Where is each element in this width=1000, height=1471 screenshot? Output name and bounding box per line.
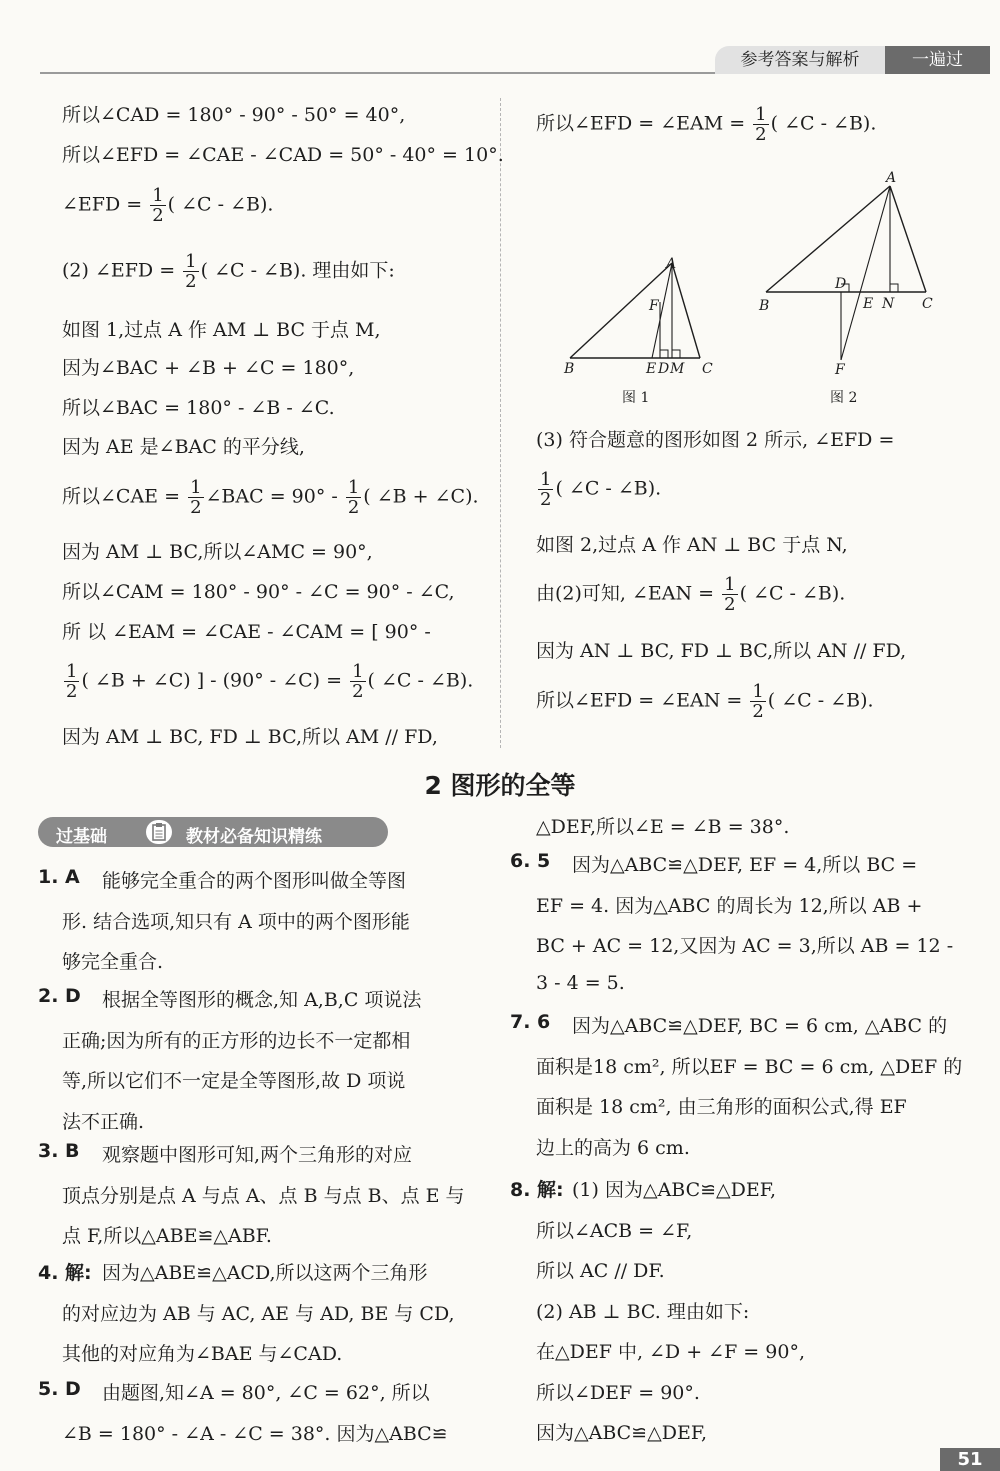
fraction-denominator: 2 <box>724 594 736 615</box>
fraction <box>183 252 198 291</box>
line-text: 所以∠EFD = ∠EAM = <box>536 112 752 135</box>
fraction-numerator: 1 <box>724 574 736 595</box>
question-text-line: 顶点分别是点 A 与点 A、点 B 与点 B、点 E 与 <box>62 1184 465 1207</box>
fig2-label-d: D <box>835 276 847 292</box>
fig1-label-f: F <box>649 298 659 314</box>
banner-left-label: 过基础 <box>56 827 107 847</box>
solution-line: 因为 AN ⊥ BC, FD ⊥ BC,所以 AN // FD, <box>536 640 907 662</box>
question-text-line: 等,所以它们不一定是全等图形,故 D 项说 <box>62 1070 406 1092</box>
question-text-line: ∠B = 180° - ∠A - ∠C = 38°. 因为△ABC≌ <box>62 1422 448 1445</box>
solution-line <box>536 470 661 509</box>
header-brand: 一遍过 <box>885 46 990 74</box>
question-text-line: 能够完全重合的两个图形叫做全等图 <box>102 870 407 892</box>
fraction <box>750 682 765 721</box>
question-number: 5. D <box>38 1378 81 1400</box>
fraction-denominator: 2 <box>190 497 202 518</box>
fig1-label-c: C <box>702 361 713 377</box>
question-text-line: 其他的对应角为∠BAE 与∠CAD. <box>62 1343 343 1365</box>
question-text-line: 所以∠ACB = ∠F, <box>536 1219 693 1242</box>
figure-2 <box>758 170 933 406</box>
question-text-line: 所以 AC // DF. <box>536 1260 665 1282</box>
question-text-line: 在△DEF 中, ∠D + ∠F = 90°, <box>536 1341 805 1363</box>
line-text: 所以∠CAE = <box>62 485 187 508</box>
question-text-line: 边上的高为 6 cm. <box>536 1136 690 1159</box>
question-number: 2. D <box>38 985 81 1007</box>
question-text-line: EF = 4. 因为△ABC 的周长为 12,所以 AB + <box>536 894 923 917</box>
fig2-label-n: N <box>882 296 895 312</box>
question-text-line: 因为△ABC≌△DEF, EF = 4,所以 BC = <box>572 854 918 876</box>
question-text-line: (1) 因为△ABC≌△DEF, <box>572 1179 777 1201</box>
question-number: 6. 5 <box>510 850 551 872</box>
fraction-numerator: 1 <box>352 661 364 682</box>
line-text: ( ∠C - ∠B). 理由如下: <box>200 259 395 282</box>
practice-banner <box>38 817 388 847</box>
solution-line <box>62 478 479 517</box>
fraction <box>538 470 553 509</box>
line-text: 所以∠EFD = ∠EAN = <box>536 689 749 712</box>
question-text-line: 够完全重合. <box>62 951 164 973</box>
fig1-label-m: M <box>670 361 685 377</box>
fraction <box>150 186 165 225</box>
question-text-line: BC + AC = 12,又因为 AC = 3,所以 AB = 12 - <box>536 935 954 957</box>
fig1-label-d: D <box>658 361 670 377</box>
fraction-denominator: 2 <box>347 497 360 518</box>
fraction-denominator: 2 <box>752 701 764 722</box>
question-text-line: 正确;因为所有的正方形的边长不一定都相 <box>62 1029 411 1052</box>
question-text-line: 因为△ABC≌△DEF, <box>536 1422 708 1444</box>
line-text: ( ∠B + ∠C) ] - (90° - ∠C) = <box>81 669 349 692</box>
fig1-label-b: B <box>564 361 575 377</box>
question-text-line: 所以∠DEF = 90°. <box>536 1381 700 1404</box>
fraction-numerator: 1 <box>540 469 552 490</box>
solution-line <box>536 575 845 614</box>
fig2-right-angle-n <box>890 284 898 292</box>
fig2-label-b: B <box>759 298 770 314</box>
fraction-numerator: 1 <box>755 104 767 125</box>
question-text-line: 法不正确. <box>62 1110 145 1133</box>
fig2-side-ac <box>890 186 926 292</box>
fraction-denominator: 2 <box>66 681 78 702</box>
question-text-line: 点 F,所以△ABE≌△ABF. <box>62 1225 272 1247</box>
line-text: ∠BAC = 90° - <box>205 485 344 508</box>
fig2-label-a: A <box>886 170 897 186</box>
solution-line: 所 以 ∠EAM = ∠CAE - ∠CAM = [ 90° - <box>62 621 431 643</box>
question-text-line: 形. 结合选项,知只有 A 项中的两个图形能 <box>62 910 410 933</box>
fig2-side-ab <box>766 186 890 292</box>
line-text: 由(2)可知, ∠EAN = <box>536 582 721 605</box>
fraction-denominator: 2 <box>152 205 164 226</box>
fig1-side-ac <box>672 263 700 358</box>
question-text-line: 的对应边为 AB 与 AC, AE 与 AD, BE 与 CD, <box>62 1302 455 1325</box>
question-number: 1. A <box>38 866 80 888</box>
fig1-right-angle-d <box>660 350 668 358</box>
line-text: ( ∠C - ∠B). <box>739 582 846 605</box>
fig2-caption: 图 2 <box>830 390 858 406</box>
fraction-numerator: 1 <box>66 661 78 682</box>
banner-right-label: 教材必备知识精练 <box>186 827 322 847</box>
fig2-label-e: E <box>863 296 874 312</box>
solution-line: 所以∠CAM = 180° - 90° - ∠C = 90° - ∠C, <box>62 581 455 603</box>
solution-line: 如图 1,过点 A 作 AM ⊥ BC 于点 M, <box>62 319 381 341</box>
question-text-line: △DEF,所以∠E = ∠B = 38°. <box>536 816 790 838</box>
line-text: ( ∠C - ∠B). <box>767 689 874 712</box>
fraction-numerator: 1 <box>190 477 202 498</box>
section-title: 2 图形的全等 <box>424 771 576 800</box>
fig2-bisector-ae <box>841 186 890 360</box>
header-section-label: 参考答案与解析 <box>715 46 885 74</box>
fig1-right-angle-m <box>672 350 680 358</box>
solution-line <box>62 186 273 225</box>
fig1-caption: 图 1 <box>622 390 650 406</box>
question-text-line: 面积是18 cm², 所以EF = BC = 6 cm, △DEF 的 <box>536 1055 963 1078</box>
fraction <box>346 478 361 517</box>
solution-line: 因为∠BAC + ∠B + ∠C = 180°, <box>62 357 355 379</box>
fig1-label-a: A <box>666 256 677 272</box>
line-text: ( ∠C - ∠B). <box>167 193 274 216</box>
fraction-denominator: 2 <box>352 681 364 702</box>
question-text-line: 因为△ABC≌△DEF, BC = 6 cm, △ABC 的 <box>572 1015 948 1037</box>
solution-line: 所以∠CAD = 180° - 90° - 50° = 40°, <box>62 104 406 126</box>
solution-line: 如图 2,过点 A 作 AN ⊥ BC 于点 N, <box>536 534 848 556</box>
clipboard-icon <box>146 820 172 844</box>
solution-line: 所以∠EFD = ∠CAE - ∠CAD = 50° - 40° = 10°. <box>62 144 504 166</box>
column-divider <box>500 98 502 748</box>
question-text-line: 观察题中图形可知,两个三角形的对应 <box>102 1144 413 1166</box>
solution-line: 因为 AM ⊥ BC, FD ⊥ BC,所以 AM // FD, <box>62 726 438 748</box>
solution-line <box>62 662 473 701</box>
question-number: 4. 解: <box>38 1262 92 1284</box>
question-number: 7. 6 <box>510 1011 551 1033</box>
question-text-line: 根据全等图形的概念,知 A,B,C 项说法 <box>102 989 422 1011</box>
solution-line: 因为 AE 是∠BAC 的平分线, <box>62 436 305 458</box>
solution-line: 因为 AM ⊥ BC,所以∠AMC = 90°, <box>62 541 373 563</box>
fig1-label-e: E <box>646 361 657 377</box>
fraction <box>753 105 768 144</box>
fig2-label-c: C <box>922 296 933 312</box>
fraction-denominator: 2 <box>755 124 767 145</box>
question-text-line: 3 - 4 = 5. <box>536 971 625 994</box>
solution-line: (3) 符合题意的图形如图 2 所示, ∠EFD = <box>536 429 895 451</box>
question-text-line: (2) AB ⊥ BC. 理由如下: <box>536 1300 750 1323</box>
fraction-numerator: 1 <box>752 681 764 702</box>
line-text: ∠EFD = <box>62 193 149 216</box>
fraction <box>188 478 203 517</box>
question-number: 3. B <box>38 1140 80 1162</box>
fraction-numerator: 1 <box>152 185 164 206</box>
fraction <box>722 575 737 614</box>
line-text: ( ∠C - ∠B). <box>367 669 474 692</box>
question-number: 8. 解: <box>510 1179 564 1201</box>
question-text-line: 面积是 18 cm², 由三角形的面积公式,得 EF <box>536 1096 907 1118</box>
fraction-denominator: 2 <box>540 489 552 510</box>
fraction-denominator: 2 <box>185 271 197 292</box>
question-text-line: 因为△ABE≌△ACD,所以这两个三角形 <box>102 1262 428 1284</box>
solution-line <box>536 105 876 144</box>
solution-line: 所以∠BAC = 180° - ∠B - ∠C. <box>62 397 335 419</box>
fig2-label-f: F <box>835 362 845 378</box>
fraction-numerator: 1 <box>347 477 360 498</box>
line-text: ( ∠B + ∠C). <box>363 485 479 508</box>
fraction <box>350 662 365 701</box>
line-text: (2) ∠EFD = <box>62 259 182 282</box>
fraction-numerator: 1 <box>185 251 197 272</box>
geometry-figures <box>560 168 980 418</box>
line-text: ( ∠C - ∠B). <box>555 477 662 500</box>
solution-line <box>62 252 395 291</box>
fraction <box>64 662 79 701</box>
line-text: ( ∠C - ∠B). <box>770 112 877 135</box>
figure-1 <box>563 256 713 406</box>
question-text-line: 由题图,知∠A = 80°, ∠C = 62°, 所以 <box>102 1382 430 1404</box>
page-number: 51 <box>940 1448 1000 1471</box>
solution-line <box>536 682 874 721</box>
